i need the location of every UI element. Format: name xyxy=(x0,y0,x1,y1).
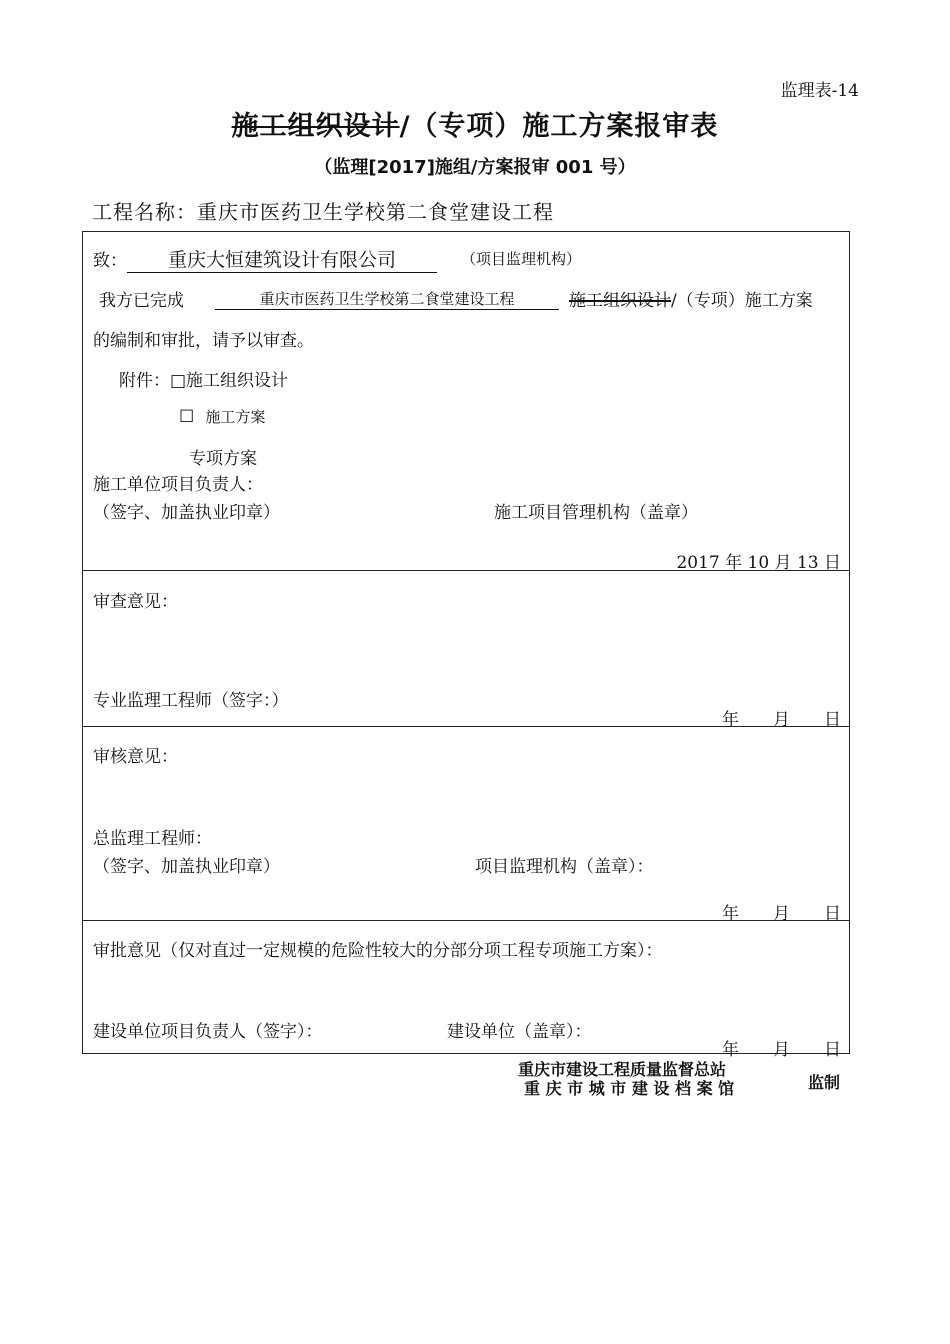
body-struck-text: 施工组织设计 xyxy=(569,291,671,311)
review-form-table xyxy=(82,231,850,1060)
owner-signer: 建设单位项目负责人（签字）： xyxy=(93,1022,323,1042)
engineer-signature: 专业监理工程师（签字：） xyxy=(93,691,289,711)
form-number: 监理表-14 xyxy=(780,81,859,101)
body-project[interactable]: 重庆市医药卫生学校第二食堂建设工程 xyxy=(215,288,559,310)
divider xyxy=(83,726,849,727)
to-line xyxy=(93,245,437,273)
divider xyxy=(83,920,849,921)
checkbox-icon[interactable]: ☐ xyxy=(179,407,195,427)
attach-option-org-design[interactable]: □施工组织设计 xyxy=(170,371,289,391)
review-date: 年 月 日 xyxy=(722,710,841,730)
issued-by: 监制 xyxy=(808,1073,841,1092)
owner-seal: 建设单位（盖章）： xyxy=(447,1022,592,1042)
project-label: 工程名称： xyxy=(92,200,197,224)
attach-option-plan: 施工方案 xyxy=(205,408,266,426)
chief-engineer-label: 总监理工程师： xyxy=(93,829,212,849)
audit-opinion-label: 审核意见： xyxy=(93,747,178,767)
body-project-line xyxy=(215,288,559,310)
contractor-org-seal: 施工项目管理机构（盖章） xyxy=(494,503,698,523)
to-suffix: （项目监理机构） xyxy=(461,250,582,268)
attach-label: 附件： xyxy=(119,371,170,391)
project-name-line xyxy=(92,196,554,225)
issuer-archives: 重 庆 市 城 市 建 设 档 案 馆 xyxy=(524,1079,735,1098)
submission-date: 2017 年 10 月 13 日 xyxy=(676,553,841,573)
issuer-quality-station: 重庆市建设工程质量监督总站 xyxy=(518,1060,727,1079)
page-title xyxy=(0,104,950,143)
approval-opinion-label: 审批意见（仅对直过一定规模的危险性较大的分部分项工程专项施工方案）： xyxy=(93,941,663,961)
attach-line1 xyxy=(119,366,288,391)
body-prefix: 我方已完成 xyxy=(99,291,184,311)
body-suffix: /（专项）施工方案 xyxy=(671,291,813,311)
divider xyxy=(83,570,849,571)
contractor-signer-label: 施工单位项目负责人： xyxy=(93,475,263,495)
audit-date: 年 月 日 xyxy=(722,904,841,924)
project-name: 重庆市医药卫生学校第二食堂建设工程 xyxy=(197,200,554,224)
title-text: /（专项）施工方案报审表 xyxy=(399,111,719,142)
review-opinion-label: 审查意见： xyxy=(93,592,178,612)
supervision-org-seal: 项目监理机构（盖章）： xyxy=(475,857,654,877)
attach-option-special: 专项方案 xyxy=(189,449,257,469)
to-label: 致： xyxy=(93,251,127,271)
body-suffix-line xyxy=(569,286,813,311)
approval-date: 年 月 日 xyxy=(722,1040,841,1060)
document-number: （监理[2017]施组/方案报审 001 号） xyxy=(314,157,636,178)
to-value[interactable]: 重庆大恒建筑设计有限公司 xyxy=(127,245,437,273)
chief-engineer-note: （签字、加盖执业印章） xyxy=(93,857,280,877)
body-line2: 的编制和审批，请予以审查。 xyxy=(93,331,314,351)
attach-line2 xyxy=(179,406,265,427)
contractor-signer-note: （签字、加盖执业印章） xyxy=(93,503,280,523)
title-struck-text: 施工组织设计 xyxy=(231,111,400,142)
